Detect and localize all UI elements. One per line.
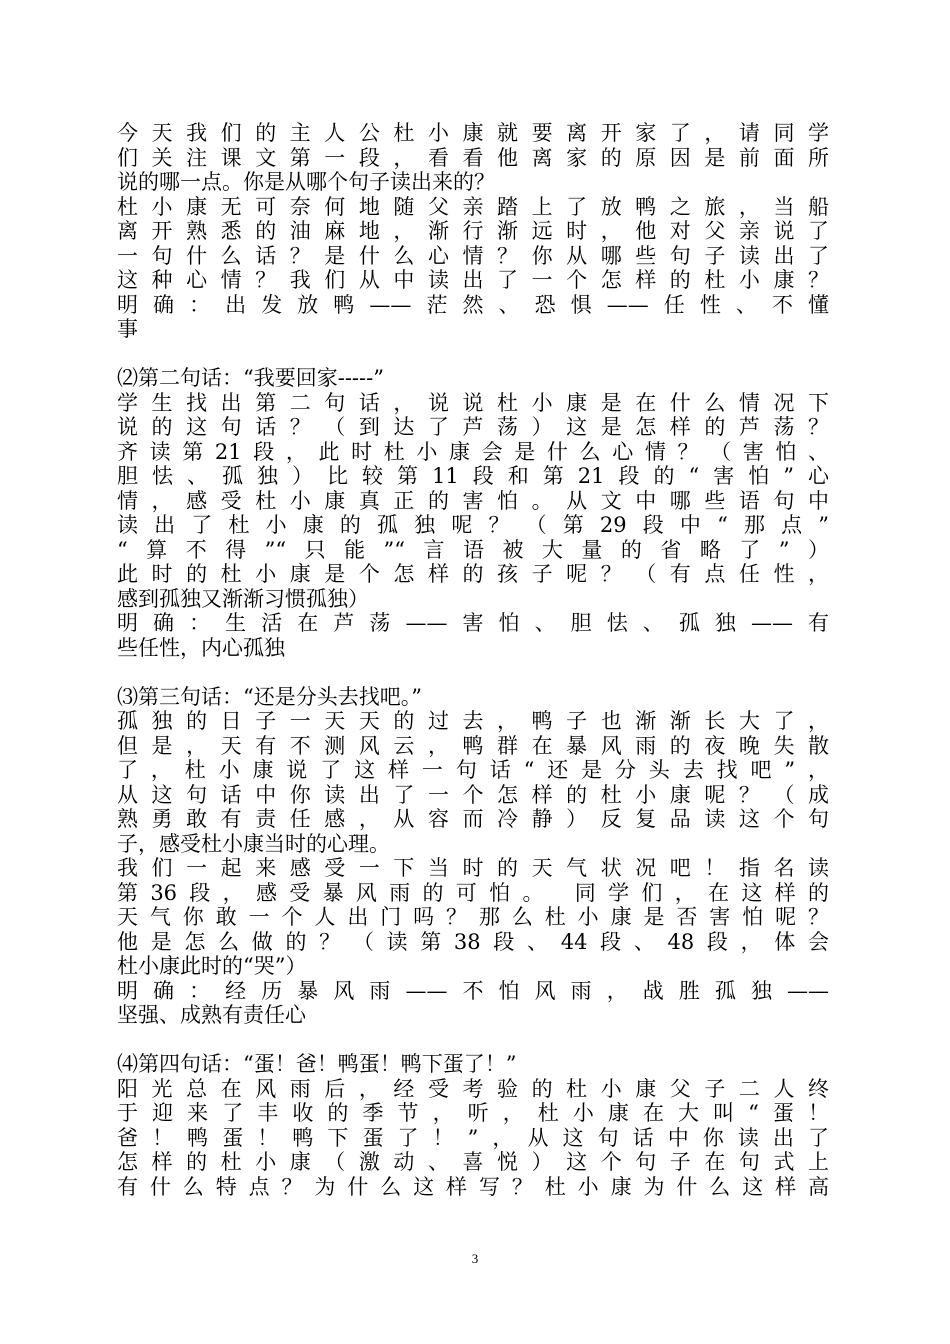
text-line: 些任性，内心孤独 xyxy=(117,635,285,660)
text-line: 第36段，感受暴风雨的可怕。 同学们，在这样的 xyxy=(117,880,829,905)
text-line: 这种心情？我们从中读出了一个怎样的杜小康？ xyxy=(117,268,829,292)
text-line: 胆怯、孤独）比较第11段和第21段的“害怕”心 xyxy=(117,464,829,488)
section-heading: ⑵第二句话：“我要回家-----” xyxy=(117,366,384,390)
text-line: 说的这句话？（到达了芦荡）这是怎样的芦荡？ xyxy=(117,415,829,439)
text-line: 说的哪一点。你是从哪个句子读出来的？ xyxy=(117,170,495,194)
text-line: 一句什么话？是什么心情？你从哪些句子读出了 xyxy=(117,243,829,268)
text-line: 明确：经历暴风雨——不怕风雨，战胜孤独—— xyxy=(117,978,829,1003)
text-line: 孤独的日子一天天的过去，鸭子也渐渐长大了， xyxy=(117,709,829,733)
text-line: 阳光总在风雨后，经受考验的杜小康父子二人终 xyxy=(117,1076,829,1101)
text-line: 天气你敢一个人出门吗？那么杜小康是否害怕呢？ xyxy=(117,905,829,929)
text-line: 们关注课文第一段，看看他离家的原因是前面所 xyxy=(117,145,829,170)
text-line: 怎样的杜小康（激动、喜悦）这个句子在句式上 xyxy=(117,1150,829,1174)
text-line: “算不得”“只能”“言语被大量的省略了”） xyxy=(117,537,829,562)
section-fourth-sentence xyxy=(117,1052,829,1199)
text-line: 杜小康此时的“哭”） xyxy=(117,954,307,978)
text-line: 学生找出第二句话，说说杜小康是在什么情况下 xyxy=(117,390,829,415)
text-line: 但是，天有不测风云，鸭群在暴风雨的夜晚失散 xyxy=(117,733,829,758)
document-body xyxy=(117,121,829,1199)
text-line: 齐读第21段，此时杜小康会是什么心情？（害怕、 xyxy=(117,439,829,464)
text-line: 感到孤独又渐渐习惯孤独） xyxy=(117,586,369,611)
section-heading: ⑷第四句话：“蛋！爸！鸭蛋！鸭下蛋了！” xyxy=(117,1052,517,1076)
text-line: 子，感受杜小康当时的心理。 xyxy=(117,831,390,856)
text-line: 坚强、成熟有责任心 xyxy=(117,1003,306,1027)
text-line: 杜小康无可奈何地随父亲踏上了放鸭之旅，当船 xyxy=(117,194,829,219)
text-line: 了，杜小康说了这样一句话“还是分头去找吧”， xyxy=(117,758,829,782)
paragraph-gap xyxy=(117,1028,829,1053)
text-line: 今天我们的主人公杜小康就要离开家了，请同学 xyxy=(117,121,829,145)
text-line: 事 xyxy=(117,317,138,341)
paragraph-gap xyxy=(117,660,829,685)
text-line: 从这句话中你读出了一个怎样的杜小康呢？（成 xyxy=(117,782,829,807)
text-line: 读出了杜小康的孤独呢？（第29段中“那点” xyxy=(117,513,829,537)
text-line: 有什么特点？为什么这样写？杜小康为什么这样高 xyxy=(117,1174,829,1199)
text-line: 离开熟悉的油麻地，渐行渐远时，他对父亲说了 xyxy=(117,219,829,243)
section-third-sentence xyxy=(117,685,829,1028)
text-line: 于迎来了丰收的季节，听，杜小康在大叫“蛋！ xyxy=(117,1101,829,1125)
text-line: 我们一起来感受一下当时的天气状况吧！指名读 xyxy=(117,856,829,880)
text-line: 情，感受杜小康真正的害怕。从文中哪些语句中 xyxy=(117,488,829,513)
paragraph-gap xyxy=(117,342,829,367)
text-line: 爸！鸭蛋！鸭下蛋了！”，从这句话中你读出了 xyxy=(117,1125,829,1150)
section-second-sentence xyxy=(117,366,829,660)
text-line: 此时的杜小康是个怎样的孩子呢？（有点任性， xyxy=(117,562,829,586)
page-number: 3 xyxy=(471,1251,479,1266)
section-heading: ⑶第三句话：“还是分头去找吧。” xyxy=(117,684,422,709)
text-line: 熟勇敢有责任感，从容而冷静）反复品读这个句 xyxy=(117,807,829,831)
text-line: 明确：生活在芦荡——害怕、胆怯、孤独——有 xyxy=(117,611,829,635)
text-line: 他是怎么做的？（读第38段、44段、48段，体会 xyxy=(117,929,829,954)
text-line: 明确：出发放鸭——茫然、恐惧——任性、不懂 xyxy=(117,292,829,317)
section-intro xyxy=(117,121,829,342)
